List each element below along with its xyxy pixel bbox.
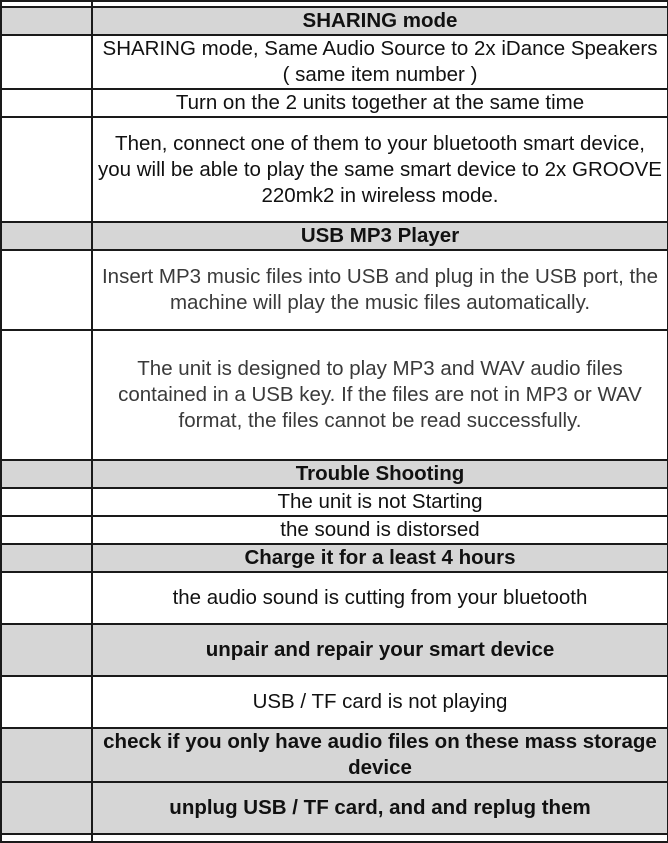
- table-row: [1, 89, 668, 117]
- row-text: unpair and repair your smart device: [92, 624, 668, 676]
- row-text: Then, connect one of them to your bluetooth smart device, you will be able to play the same smart device to 2x GROOVE 220mk2 in wireless mode.: [92, 117, 668, 222]
- table-row: [1, 250, 668, 330]
- answer-row: [1, 544, 668, 572]
- row-text: SHARING mode: [92, 7, 668, 35]
- table-row: [1, 676, 668, 728]
- row-text: the audio sound is cutting from your bluetooth: [92, 572, 668, 624]
- row-text: Insert MP3 music files into USB and plug in the USB port, the machine will play the music files automatically.: [92, 250, 668, 330]
- side-cell: [1, 250, 92, 330]
- side-cell: [1, 330, 92, 460]
- row-text: USB / TF card is not playing: [92, 676, 668, 728]
- row-text: The unit is not Starting: [92, 488, 668, 516]
- row-text: SHARING mode, Same Audio Source to 2x iDance Speakers ( same item number ): [92, 35, 668, 89]
- side-cell: [1, 728, 92, 782]
- table-row: [1, 330, 668, 460]
- table-row: [1, 488, 668, 516]
- row-text: the sound is distorsed: [92, 516, 668, 544]
- side-cell: [1, 834, 92, 842]
- section-header-sharing: [1, 7, 668, 35]
- table-row: [1, 834, 668, 842]
- side-cell: [1, 460, 92, 488]
- side-cell: [1, 516, 92, 544]
- side-cell: [1, 89, 92, 117]
- row-text: The unit is designed to play MP3 and WAV audio files contained in a USB key. If the files are not in MP3 or WAV format, the files cannot be read successfully.: [92, 330, 668, 460]
- section-header-trouble: [1, 460, 668, 488]
- answer-row: [1, 782, 668, 834]
- answer-row: [1, 728, 668, 782]
- side-cell: [1, 782, 92, 834]
- answer-row: [1, 624, 668, 676]
- table-row: [1, 117, 668, 222]
- row-text: Trouble Shooting: [92, 460, 668, 488]
- table-row: [1, 35, 668, 89]
- side-cell: [1, 488, 92, 516]
- row-text: Turn on the 2 units together at the same time: [92, 89, 668, 117]
- row-text: Charge it for a least 4 hours: [92, 544, 668, 572]
- table-row: [1, 516, 668, 544]
- side-cell: [1, 222, 92, 250]
- side-cell: [1, 624, 92, 676]
- side-cell: [1, 572, 92, 624]
- side-cell: [1, 544, 92, 572]
- section-header-usb: [1, 222, 668, 250]
- table-row: [1, 572, 668, 624]
- side-cell: [1, 676, 92, 728]
- bottom-edge-cell: [92, 834, 668, 842]
- side-cell: [1, 117, 92, 222]
- row-text: unplug USB / TF card, and and replug them: [92, 782, 668, 834]
- side-cell: [1, 35, 92, 89]
- row-text: check if you only have audio files on these mass storage device: [92, 728, 668, 782]
- row-text: USB MP3 Player: [92, 222, 668, 250]
- side-cell: [1, 7, 92, 35]
